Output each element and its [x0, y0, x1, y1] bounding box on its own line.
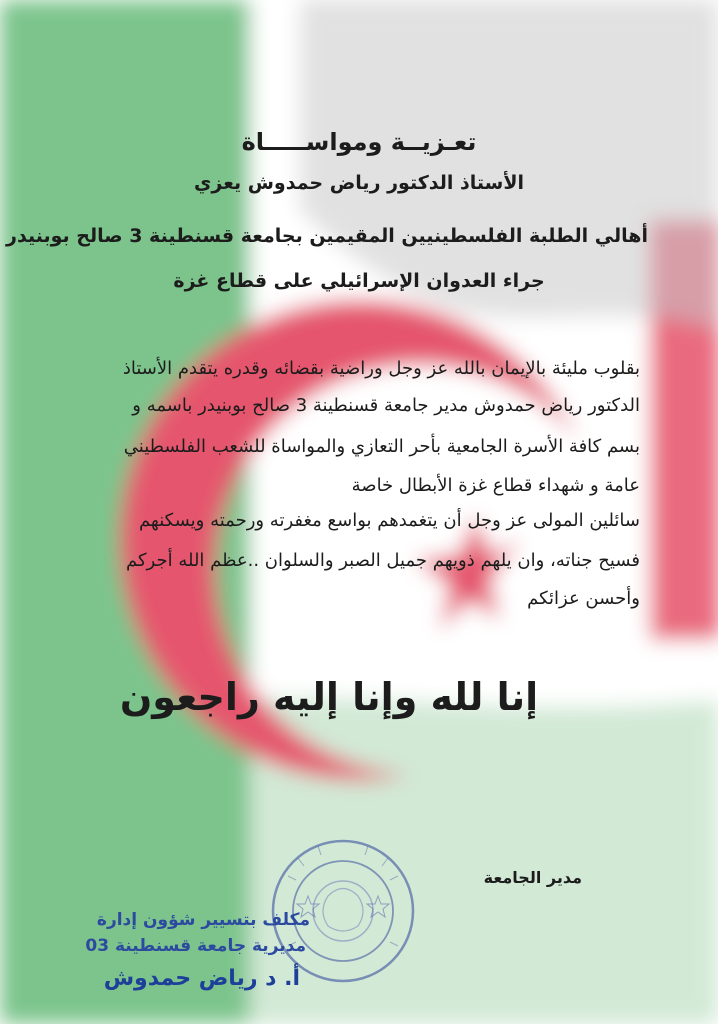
- from-line: الأستاذ الدكتور رياض حمدوش يعزي: [193, 172, 524, 194]
- body-line: عامة و شهداء قطاع غزة الأبطال خاصة: [351, 475, 640, 496]
- body-line: فسيح جناته، وان يلهم ذويهم جميل الصبر والسلوان ..عظم الله أجركم: [126, 550, 640, 571]
- signer-title: مدير الجامعة: [483, 868, 582, 887]
- body-line: سائلين المولى عز وجل أن يتغمدهم بواسع مغفرته ورحمته ويسكنهم: [138, 510, 640, 531]
- stamp-line: مديرية جامعة قسنطينة 03: [85, 936, 306, 956]
- closing-verse: إنا لله وإنا إليه راجعون: [119, 675, 539, 719]
- body-line: بسم كافة الأسرة الجامعية بأحر التعازي والمواساة للشعب الفلسطيني: [123, 436, 640, 457]
- reason-line: جراء العدوان الإسرائيلي على قطاع غزة: [173, 270, 545, 292]
- body-line: وأحسن عزائكم: [527, 588, 640, 609]
- body-line: بقلوب مليئة بالإيمان بالله عز وجل وراضية بقضائه وقدره يتقدم الأستاذ: [122, 358, 640, 379]
- document-title: تعـزيــة ومواســـــاة: [241, 128, 477, 156]
- recipients-line: أهالي الطلبة الفلسطينيين المقيمين بجامعة قسنطينة 3 صالح بوبنيدر: [6, 225, 648, 247]
- stamp-line: مكلف بتسيير شؤون إدارة: [96, 910, 310, 930]
- body-line: الدكتور رياض حمدوش مدير جامعة قسنطينة 3 صالح بوبنيدر باسمه و: [132, 395, 640, 416]
- signature-name: أ. د رياض حمدوش: [103, 966, 300, 991]
